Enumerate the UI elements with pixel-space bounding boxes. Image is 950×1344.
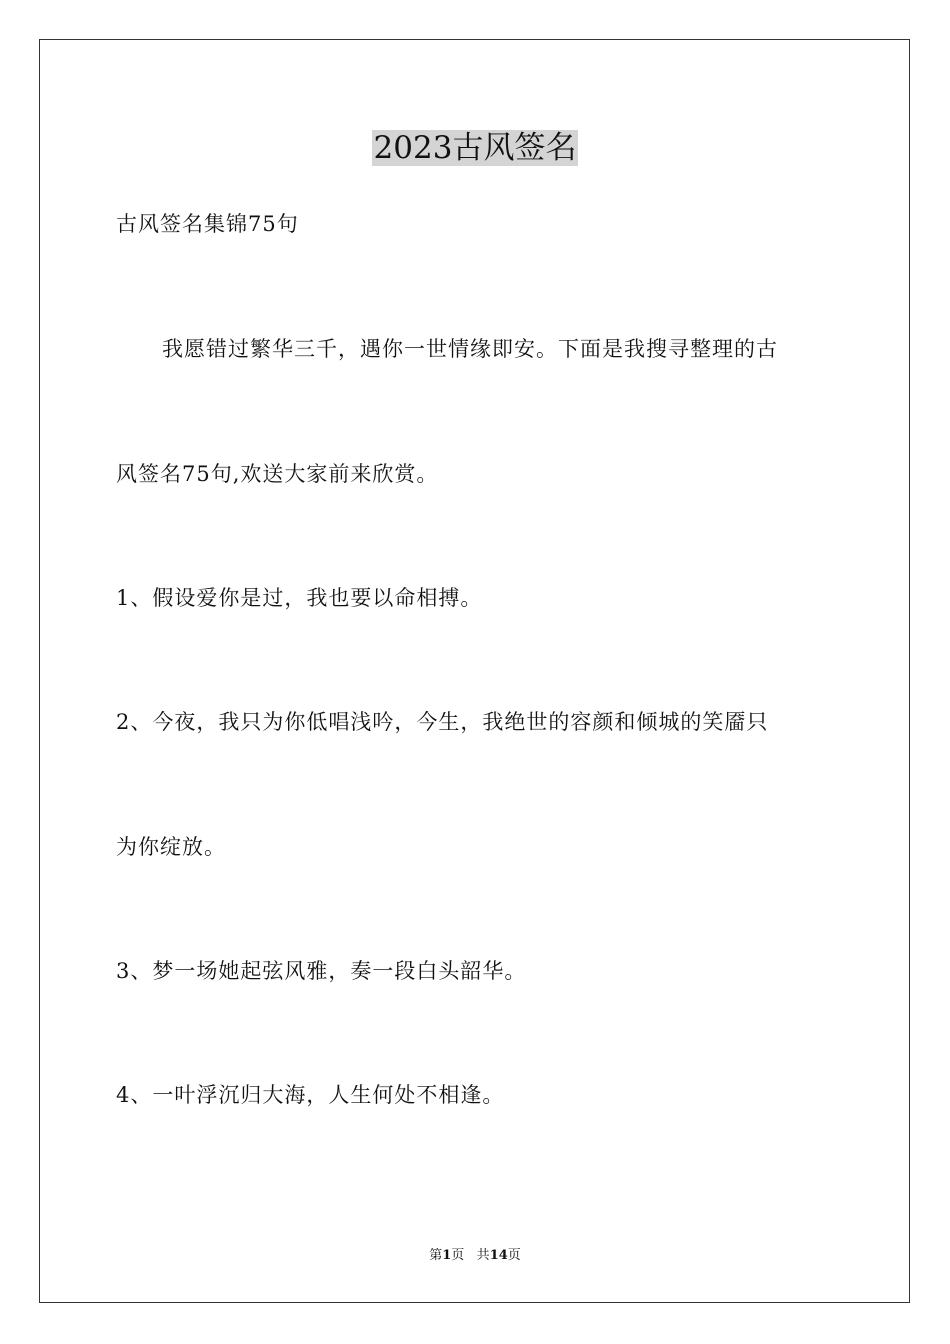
footer-page-prefix: 第 bbox=[429, 1248, 443, 1263]
list-item-2-line-1: 2、今夜，我只为你低唱浅吟，今生，我绝世的容颜和倾城的笑靥只 bbox=[116, 710, 769, 734]
list-item-4: 4、一叶浮沉归大海，人生何处不相逢。 bbox=[116, 1083, 505, 1107]
list-item-1: 1、假设爱你是过，我也要以命相搏。 bbox=[116, 586, 483, 610]
list-item-2-line-2: 为你绽放。 bbox=[116, 835, 226, 859]
footer-total-suffix: 页 bbox=[507, 1248, 521, 1263]
document-title bbox=[0, 124, 950, 172]
list-item-3: 3、梦一场她起弦风雅，奏一段白头韶华。 bbox=[116, 959, 527, 983]
page-footer bbox=[0, 1246, 950, 1266]
intro-paragraph-line-2: 风签名75句,欢送大家前来欣赏。 bbox=[116, 462, 439, 486]
footer-total-prefix: 共 bbox=[476, 1248, 490, 1263]
footer-page-suffix: 页 bbox=[451, 1248, 465, 1263]
document-subtitle: 古风签名集锦75句 bbox=[116, 212, 299, 236]
intro-paragraph-line-1: 我愿错过繁华三千，遇你一世情缘即安。下面是我搜寻整理的古 bbox=[162, 337, 778, 361]
document-title-text: 2023古风签名 bbox=[373, 130, 577, 166]
footer-page-number: 1 bbox=[442, 1248, 452, 1263]
footer-total-pages: 14 bbox=[489, 1248, 508, 1263]
